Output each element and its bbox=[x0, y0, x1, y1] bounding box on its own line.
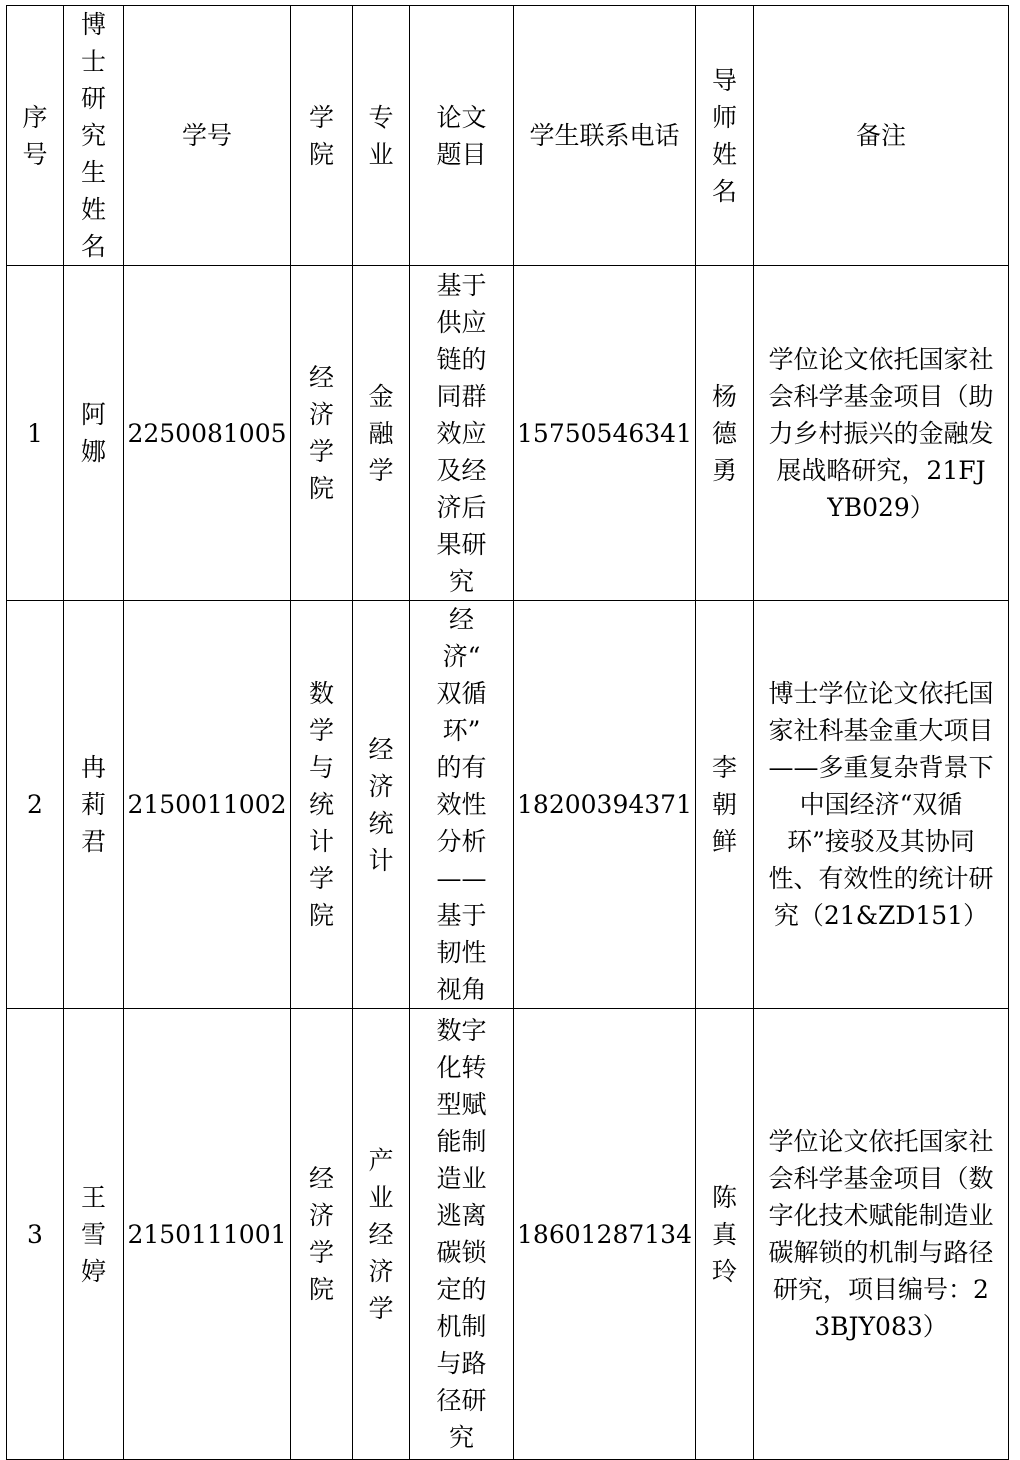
cell-student-id: 2150011002 bbox=[124, 601, 291, 1009]
cell-college: 数学与统计学院 bbox=[291, 601, 353, 1009]
cell-name: 阿娜 bbox=[64, 266, 124, 601]
cell-advisor: 李朝鲜 bbox=[696, 601, 754, 1009]
cell-seq: 1 bbox=[7, 266, 64, 601]
header-student-id: 学号 bbox=[124, 6, 291, 266]
cell-seq: 2 bbox=[7, 601, 64, 1009]
header-name: 博士研究生姓名 bbox=[64, 6, 124, 266]
cell-major: 经济统计 bbox=[353, 601, 410, 1009]
cell-remark: 学位论文依托国家社会科学基金项目（数字化技术赋能制造业碳解锁的机制与路径研究，项目编号：23BJY083） bbox=[754, 1009, 1009, 1460]
header-seq: 序号 bbox=[7, 6, 64, 266]
cell-name: 冉莉君 bbox=[64, 601, 124, 1009]
cell-phone: 15750546341 bbox=[514, 266, 696, 601]
cell-thesis: 数字化转型赋能制造业逃离碳锁定的机制与路径研究 bbox=[410, 1009, 514, 1460]
cell-college: 经济学院 bbox=[291, 1009, 353, 1460]
cell-phone: 18200394371 bbox=[514, 601, 696, 1009]
cell-remark: 博士学位论文依托国家社科基金重大项目——多重复杂背景下中国经济“双循环”接驳及其协同性、有效性的统计研究（21&ZD151） bbox=[754, 601, 1009, 1009]
table-row bbox=[7, 266, 1009, 601]
cell-major: 金融学 bbox=[353, 266, 410, 601]
student-info-table bbox=[6, 5, 1009, 1460]
cell-thesis: 基于供应链的同群效应及经济后果研究 bbox=[410, 266, 514, 601]
cell-college: 经济学院 bbox=[291, 266, 353, 601]
header-remark: 备注 bbox=[754, 6, 1009, 266]
table-row bbox=[7, 601, 1009, 1009]
header-major: 专业 bbox=[353, 6, 410, 266]
table-row bbox=[7, 1009, 1009, 1460]
cell-name: 王雪婷 bbox=[64, 1009, 124, 1460]
header-row bbox=[7, 6, 1009, 266]
cell-student-id: 2150111001 bbox=[124, 1009, 291, 1460]
cell-thesis: 经济“双循环”的有效性分析——基于韧性视角 bbox=[410, 601, 514, 1009]
cell-remark: 学位论文依托国家社会科学基金项目（助力乡村振兴的金融发展战略研究，21FJYB029） bbox=[754, 266, 1009, 601]
cell-phone: 18601287134 bbox=[514, 1009, 696, 1460]
header-thesis: 论文题目 bbox=[410, 6, 514, 266]
header-advisor: 导师姓名 bbox=[696, 6, 754, 266]
cell-advisor: 杨德勇 bbox=[696, 266, 754, 601]
cell-advisor: 陈真玲 bbox=[696, 1009, 754, 1460]
header-college: 学院 bbox=[291, 6, 353, 266]
cell-major: 产业经济学 bbox=[353, 1009, 410, 1460]
cell-seq: 3 bbox=[7, 1009, 64, 1460]
header-phone: 学生联系电话 bbox=[514, 6, 696, 266]
cell-student-id: 2250081005 bbox=[124, 266, 291, 601]
